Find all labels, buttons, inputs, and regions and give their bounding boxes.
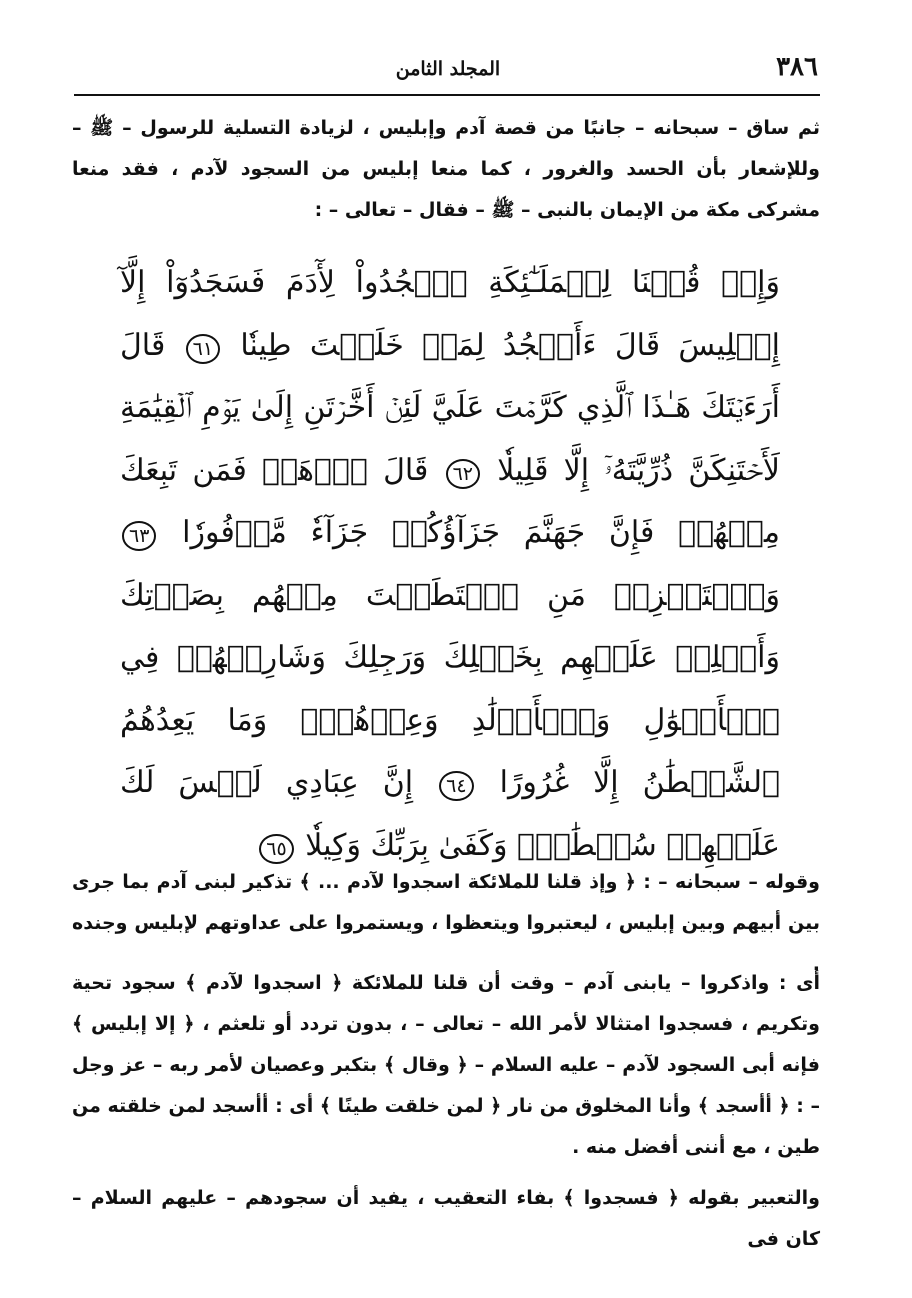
ayah-number-65: ٦٥ [259,834,293,864]
verse-61-text: وَإِذۡ قُلۡنَا لِلۡمَلَـٰٓئِكَةِ ٱسۡجُدُواْ لِأٓدَمَ فَسَجَدُوٓاْ إِلَّآ إِبۡلِيسَ قَالَ ءَأَسۡجُدُ لِمَنۡ خَلَقۡتَ طِينٗا [120,265,780,363]
ayah-number-61: ٦١ [186,334,220,364]
running-title: المجلد الثامن [395,58,501,80]
commentary-paragraph-1: وقوله – سبحانه – : ﴿ وإذ قلنا للملائكة اسجدوا لآدم ... ﴾ تذكير لبنى آدم بما جرى بين أبيهم وبين إبليس ، ليعتبروا ويتعظوا ، ويستمروا على عداوتهم لإبليس وجنده . [72,871,820,975]
ayah-number-63: ٦٣ [122,521,156,551]
intro-paragraph: ثم ساق – سبحانه – جانبًا من قصة آدم وإبليس ، لزيادة التسلية للرسول – ﷺ – وللإشعار بأن الحسد والغرور ، كما منعا إبليس من السجود لآدم ، فقد منعا مشركى مكة من الإيمان بالنبى – ﷺ – فقال – تعالى – : [72,117,820,221]
commentary-paragraph-2: أى : واذكروا – يابنى آدم – وقت أن قلنا للملائكة ﴿ اسجدوا لآدم ﴾ سجود تحية وتكريم ، فسجدوا امتثالا لأمر الله – تعالى – ، بدون تردد أو تلعثم ، ﴿ إلا إبليس ﴾ فإنه أبى السجود لآدم – عليه السلام – ﴿ وقال ﴾ بتكبر وعصيان لأمر ربه – عز وجل – : ﴿ أأسجد ﴾ وأنا المخلوق من نار ﴿ لمن خلقت طينًا ﴾ أى : أأسجد لمن خلقته من طين ، مع أننى أفضل منه . [72,972,820,1158]
page-number: ٣٨٦ [776,52,818,82]
verse-62-text: قَالَ أَرَءَيۡتَكَ هَـٰذَا ٱلَّذِي كَرَّمۡتَ عَلَيَّ لَئِنۡ أَخَّرۡتَنِ إِلَىٰ يَوۡمِ ٱلۡقِيَٰمَةِ لَأَحۡتَنِكَنَّ ذُرِّيَّتَهُۥٓ إِلَّا قَلِيلٗا [120,327,780,488]
header-rule [74,94,820,96]
quran-verses-block [120,252,780,877]
verse-65-text: إِنَّ عِبَادِي لَيۡسَ لَكَ عَلَيۡهِمۡ سُلۡطَٰنٞۚ وَكَفَىٰ بِرَبِّكَ وَكِيلٗا [120,765,780,863]
page-header [78,52,818,88]
commentary-paragraph-3: والتعبير بقوله ﴿ فسجدوا ﴾ بفاء التعقيب ، يفيد أن سجودهم – عليهم السلام – كان فى [72,1187,820,1250]
verse-63-text: قَالَ ٱذۡهَبۡ فَمَن تَبِعَكَ مِنۡهُمۡ فَإِنَّ جَهَنَّمَ جَزَآؤُكُمۡ جَزَآءٗ مَّوۡفُورٗا [120,452,780,550]
ayah-number-62: ٦٢ [446,459,480,489]
verse-64-text: وَٱسۡتَفۡزِزۡ مَنِ ٱسۡتَطَعۡتَ مِنۡهُم بِصَوۡتِكَ وَأَجۡلِبۡ عَلَيۡهِم بِخَيۡلِكَ وَرَجِلِكَ وَشَارِكۡهُمۡ فِي ٱلۡأَمۡوَٰلِ وَٱلۡأَوۡلَٰدِ وَعِدۡهُمۡۚ وَمَا يَعِدُهُمُ ٱلشَّيۡطَٰنُ إِلَّا غُرُورًا [120,577,780,800]
ayah-number-64: ٦٤ [439,771,473,801]
